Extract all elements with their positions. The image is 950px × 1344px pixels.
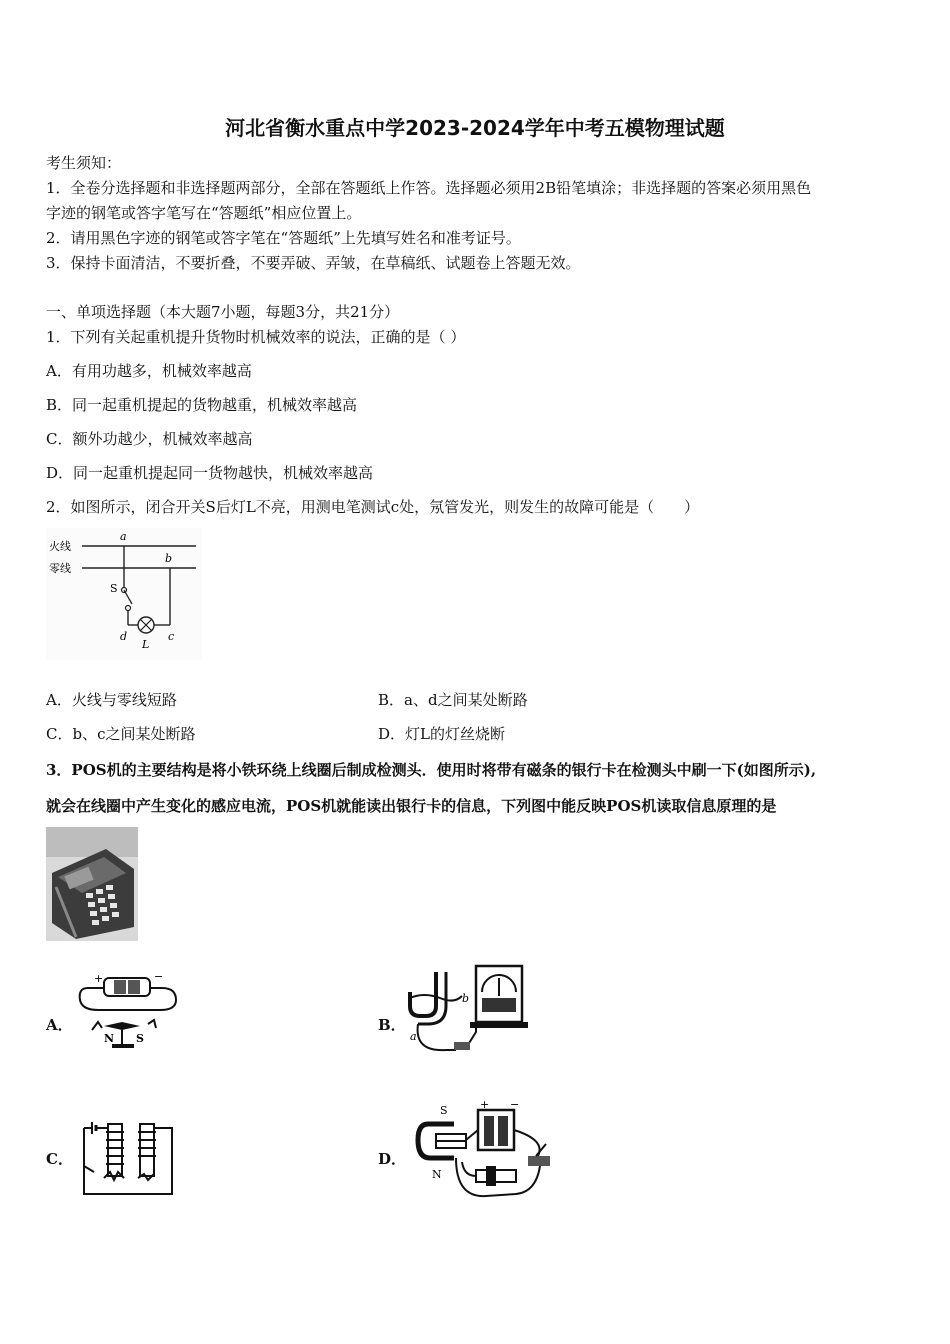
q3-option-d-figure <box>406 1100 558 1206</box>
q3-option-c-label: C． <box>46 1150 73 1168</box>
label-l: L <box>142 638 150 651</box>
fig-a-s: S <box>136 1032 144 1045</box>
fig-d-plus: + <box>480 1100 490 1111</box>
q2-option-c: C．b、c之间某处断路 <box>46 725 196 743</box>
pos-machine-photo <box>46 827 138 941</box>
fig-b-a: a <box>410 1030 417 1043</box>
q3-option-b-label: B． <box>378 1016 406 1034</box>
q3-stem-line-1: 3．POS机的主要结构是将小铁环绕上线圈后制成检测头．使用时将带有磁条的银行卡在检测头中刷一下(如图所示), <box>46 761 817 779</box>
notice-item-1-cont: 字迹的钢笔或答字笔写在“答题纸”相应位置上。 <box>46 204 362 222</box>
label-d: d <box>120 630 128 643</box>
q1-option-a: A．有用功越多，机械效率越高 <box>46 362 252 380</box>
notice-heading: 考生须知： <box>46 154 122 172</box>
fig-d-s: S <box>440 1104 448 1117</box>
circuit-diagram <box>46 528 202 660</box>
q3-option-d-label: D． <box>378 1150 407 1168</box>
label-s: S <box>110 582 118 595</box>
fig-d-n: N <box>432 1168 442 1181</box>
page-title: 河北省衡水重点中学2023-2024学年中考五模物理试题 <box>225 116 725 140</box>
q2-circuit-figure <box>46 528 202 660</box>
q2-option-b: B．a、d之间某处断路 <box>378 691 528 709</box>
label-b: b <box>165 552 173 565</box>
fig-d-minus: − <box>510 1100 520 1111</box>
notice-item-3: 3．保持卡面清洁，不要折叠，不要弄破、弄皱，在草稿纸、试题卷上答题无效。 <box>46 254 581 272</box>
q1-option-c: C．额外功越少，机械效率越高 <box>46 430 253 448</box>
notice-item-1: 1．全卷分选择题和非选择题两部分，全部在答题纸上作答。选择题必须用2B铅笔填涂；非选择题的答案必须用黑色 <box>46 179 812 197</box>
q2-option-a: A．火线与零线短路 <box>46 691 177 709</box>
label-a: a <box>120 530 127 543</box>
q2-stem: 2．如图所示，闭合开关S后灯L不亮，用测电笔测试c处，氖管发光，则发生的故障可能是（ ） <box>46 498 700 516</box>
fig-a-n: N <box>104 1032 115 1045</box>
q3-option-a-figure <box>78 968 180 1054</box>
label-c: c <box>168 630 175 643</box>
notice-item-2: 2．请用黑色字迹的钢笔或答字笔在“答题纸”上先填写姓名和准考证号。 <box>46 229 521 247</box>
q2-option-d: D．灯L的灯丝烧断 <box>378 725 505 743</box>
q3-stem-line-2: 就会在线圈中产生变化的感应电流，POS机就能读出银行卡的信息，下列图中能反映POS机读取信息原理的是 <box>46 797 777 815</box>
label-live: 火线 <box>49 540 71 553</box>
q3-option-a-label: A． <box>46 1016 73 1034</box>
q1-stem: 1．下列有关起重机提升货物时机械效率的说法，正确的是（ ） <box>46 328 466 346</box>
q3-option-b-figure <box>406 962 528 1056</box>
q1-option-b: B．同一起重机提起的货物越重，机械效率越高 <box>46 396 358 414</box>
q1-option-d: D．同一起重机提起同一货物越快，机械效率越高 <box>46 464 374 482</box>
label-neutral: 零线 <box>49 562 71 575</box>
fig-b-b: b <box>462 992 470 1005</box>
fig-a-minus: − <box>154 970 164 983</box>
fig-a-plus: + <box>94 972 104 985</box>
section-heading: 一、单项选择题（本大题7小题，每题3分，共21分） <box>46 303 400 321</box>
q3-option-c-figure <box>78 1120 178 1200</box>
